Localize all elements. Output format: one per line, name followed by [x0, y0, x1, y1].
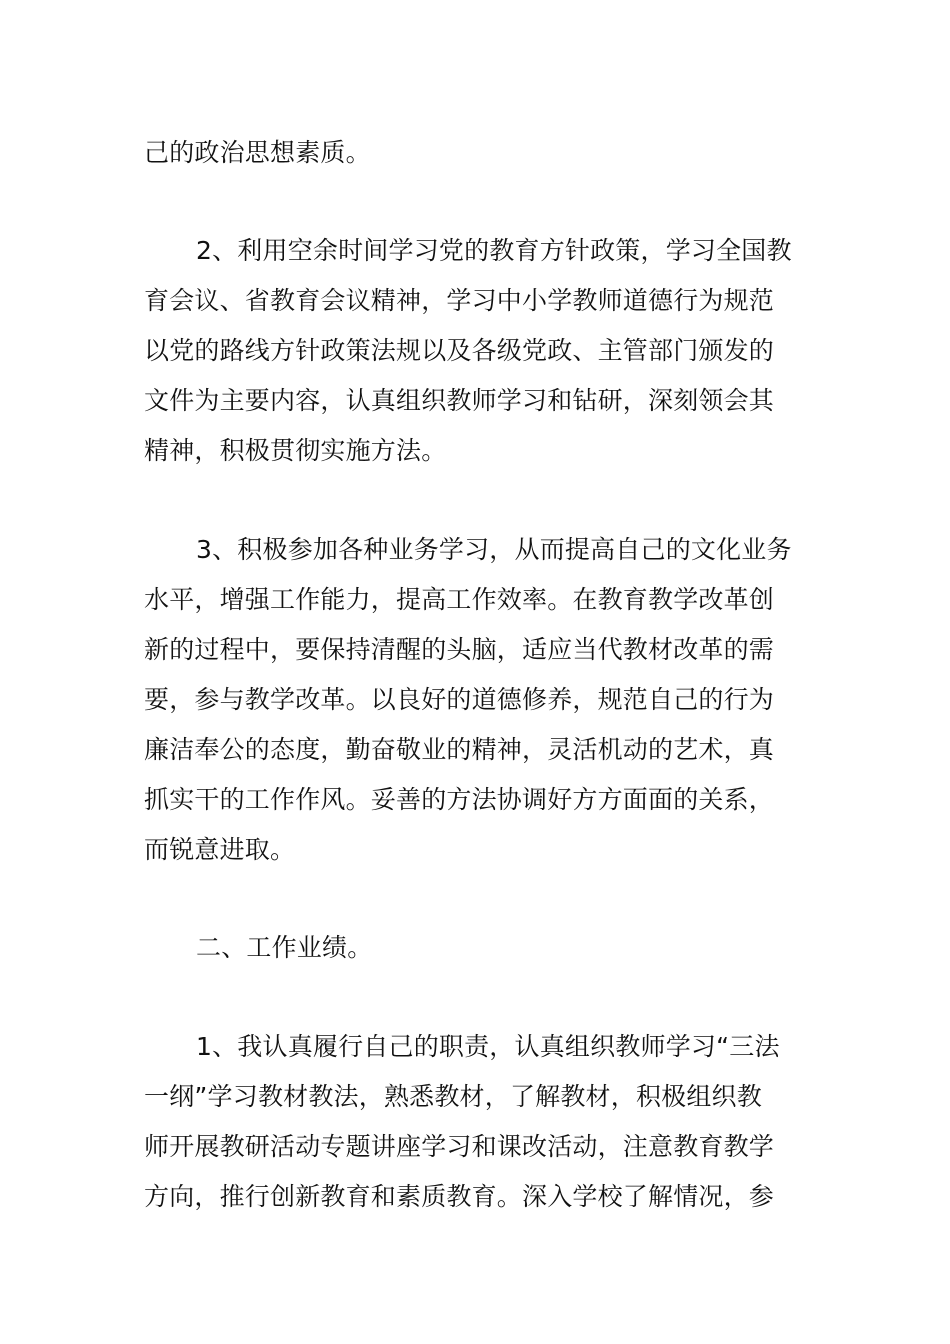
section-heading: 二、工作业绩。 — [196, 933, 373, 962]
text-line: 抓实干的工作作风。妥善的方法协调好方方面面的关系， — [144, 785, 775, 814]
text-line: 而锐意进取。 — [144, 835, 296, 864]
text-line: 文件为主要内容，认真组织教师学习和钻研，深刻领会其 — [144, 386, 775, 415]
text-line: 师开展教研活动专题讲座学习和课改活动，注意教育教学 — [144, 1132, 775, 1161]
paragraph-first-line: 3、积极参加各种业务学习，从而提高自己的文化业务 — [196, 535, 792, 564]
text-line: 新的过程中，要保持清醒的头脑，适应当代教材改革的需 — [144, 635, 775, 664]
text-line: 水平，增强工作能力，提高工作效率。在教育教学改革创 — [144, 585, 775, 614]
text-line: 育会议、省教育会议精神，学习中小学教师道德行为规范 — [144, 286, 775, 315]
text-line: 精神，积极贯彻实施方法。 — [144, 436, 447, 465]
paragraph-first-line: 1、我认真履行自己的职责，认真组织教师学习“三法 — [196, 1032, 780, 1061]
text-line: 以党的路线方针政策法规以及各级党政、主管部门颁发的 — [144, 336, 775, 365]
paragraph-first-line: 2、利用空余时间学习党的教育方针政策，学习全国教 — [196, 236, 792, 265]
text-line: 一纲”学习教材教法，熟悉教材，了解教材，积极组织教 — [144, 1082, 762, 1111]
text-line: 要，参与教学改革。以良好的道德修养，规范自己的行为 — [144, 685, 775, 714]
text-line: 方向，推行创新教育和素质教育。深入学校了解情况，参 — [144, 1182, 775, 1211]
text-line: 己的政治思想素质。 — [144, 138, 371, 167]
text-line: 廉洁奉公的态度，勤奋敬业的精神，灵活机动的艺术，真 — [144, 735, 775, 764]
